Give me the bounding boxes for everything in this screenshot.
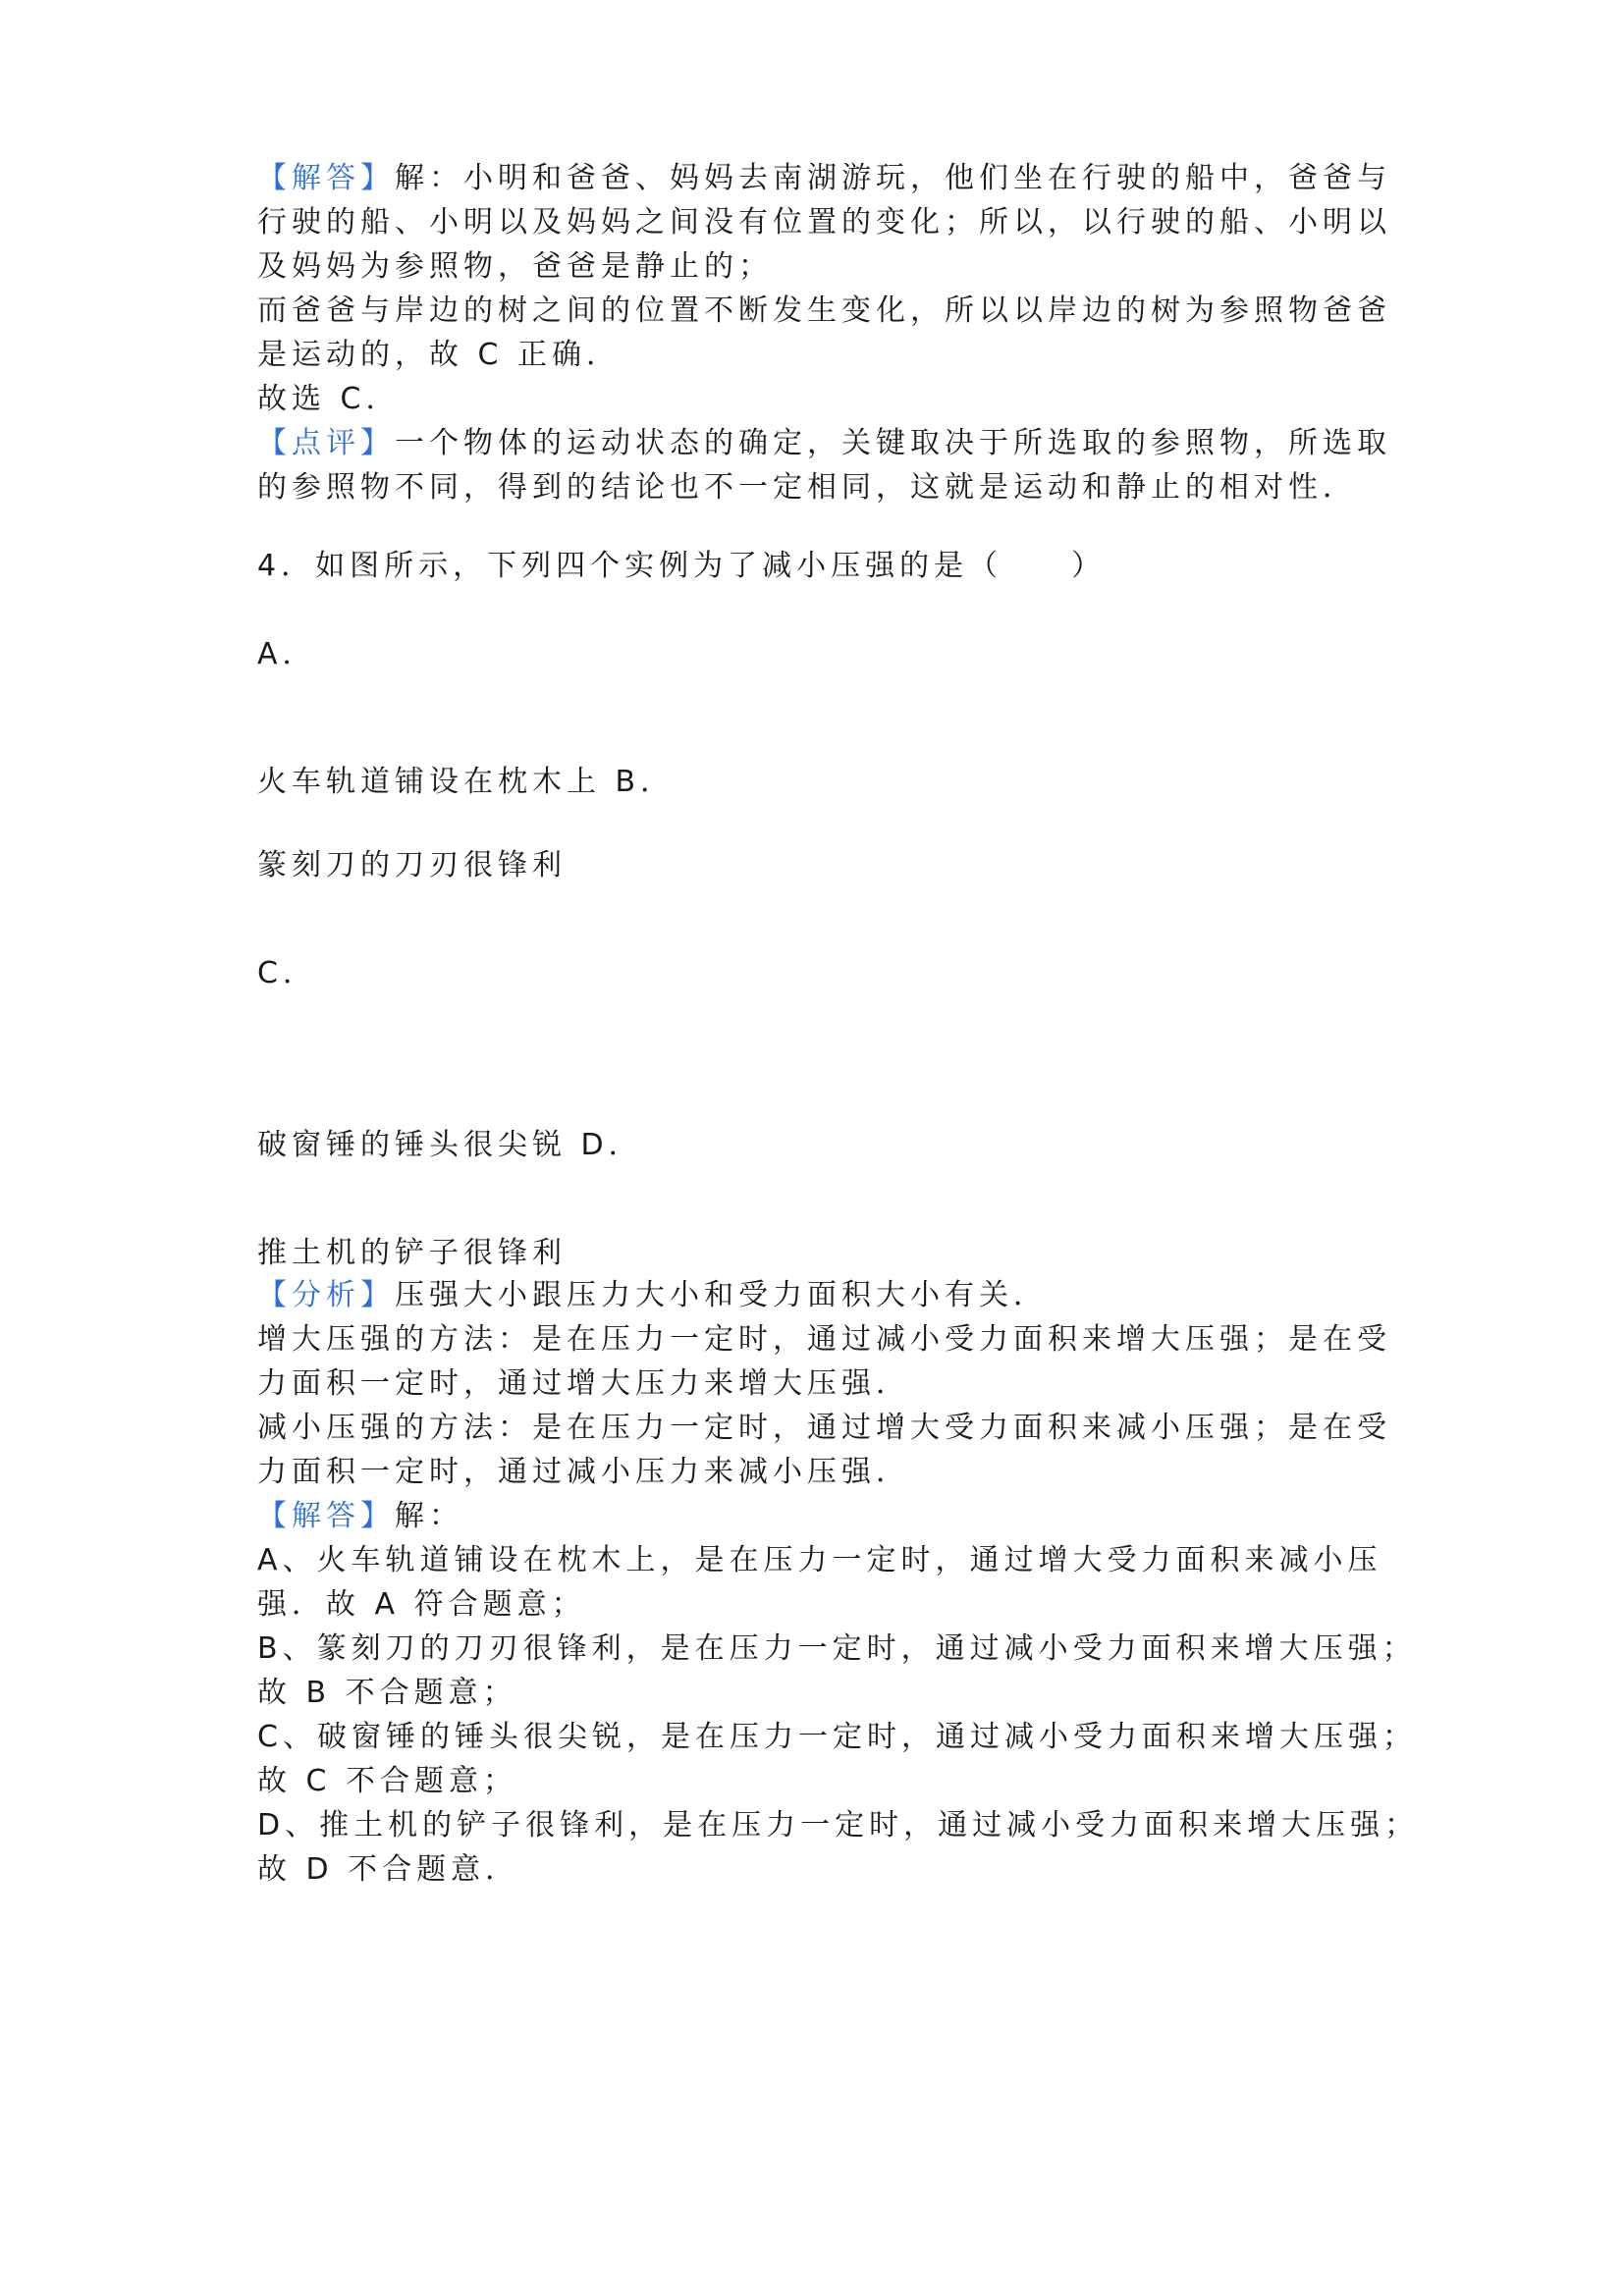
comment-text: 的参照物不同，得到的结论也不一定相同，这就是运动和静止的相对性． [257, 470, 1357, 505]
question-text: 4．如图所示，下列四个实例为了减小压强的是（ ） [257, 549, 1107, 583]
solution-tag: 【解答】 [257, 1499, 395, 1533]
comment-tag: 【点评】 [257, 426, 395, 460]
answer-line-6 [257, 378, 1386, 421]
analysis-line-1 [257, 1274, 1386, 1317]
answer-text: 是运动的，故 C 正确． [257, 338, 622, 372]
analysis-tag: 【分析】 [257, 1278, 395, 1312]
answer-tag: 【解答】 [257, 161, 395, 195]
analysis-line-5: 力面积一定时，通过减小压力来减小压强． [257, 1455, 910, 1489]
answer-line-2 [257, 201, 1391, 244]
solution-line-8: D、推土机的铲子很锋利，是在压力一定时，通过减小受力面积来增大压强； [257, 1808, 1420, 1842]
solution-line-6: C、破窗锤的锤头很尖锐，是在压力一定时，通过减小受力面积来增大压强； [257, 1720, 1417, 1754]
solution-line-7: 故 C 不合题意； [257, 1764, 518, 1798]
solution-line-1 [257, 1495, 1386, 1538]
answer-text: 及妈妈为参照物，爸爸是静止的； [257, 249, 773, 284]
option-b-caption: 篆刻刀的刀刃很锋利 [257, 848, 567, 882]
answer-line-5 [257, 334, 1386, 377]
answer-text: 解：小明和爸爸、妈妈去南湖游玩，他们坐在行驶的船中，爸爸与 [395, 161, 1391, 195]
answer-text: 故选 C． [257, 382, 401, 416]
analysis-line-3: 力面积一定时，通过增大压力来增大压强． [257, 1366, 910, 1401]
option-a-label: A． [257, 637, 317, 671]
solution-line-9: 故 D 不合题意． [257, 1852, 520, 1887]
answer-line-3 [257, 245, 1386, 289]
option-d-caption: 推土机的铲子很锋利 [257, 1236, 567, 1270]
question-4 [257, 545, 1386, 588]
comment-line-2 [257, 466, 1386, 509]
answer-line-4 [257, 290, 1391, 333]
answer-text: 行驶的船、小明以及妈妈之间没有位置的变化；所以，以行驶的船、小明以 [257, 205, 1391, 240]
solution-text: 解： [395, 1499, 463, 1533]
solution-line-4: B、篆刻刀的刀刃很锋利，是在压力一定时，通过减小受力面积来增大压强； [257, 1631, 1417, 1666]
answer-text: 而爸爸与岸边的树之间的位置不断发生变化，所以以岸边的树为参照物爸爸 [257, 294, 1391, 328]
comment-text: 一个物体的运动状态的确定，关键取决于所选取的参照物，所选取 [395, 426, 1391, 460]
analysis-line-2: 增大压强的方法：是在压力一定时，通过减小受力面积来增大压强；是在受 [257, 1322, 1391, 1357]
answer-line-1 [257, 157, 1391, 200]
analysis-text: 压强大小跟压力大小和受力面积大小有关． [395, 1278, 1048, 1312]
analysis-line-4: 减小压强的方法：是在压力一定时，通过增大受力面积来减小压强；是在受 [257, 1411, 1391, 1445]
solution-line-5: 故 B 不合题意； [257, 1676, 517, 1710]
option-c-caption: 破窗锤的锤头很尖锐 D． [257, 1128, 643, 1162]
option-a-caption: 火车轨道铺设在枕木上 B． [257, 765, 676, 799]
comment-line-1 [257, 422, 1391, 465]
solution-line-2: A、火车轨道铺设在枕木上，是在压力一定时，通过增大受力面积来减小压 [257, 1543, 1382, 1577]
option-c-label: C． [257, 956, 317, 990]
solution-line-3: 强．故 A 符合题意； [257, 1587, 586, 1622]
